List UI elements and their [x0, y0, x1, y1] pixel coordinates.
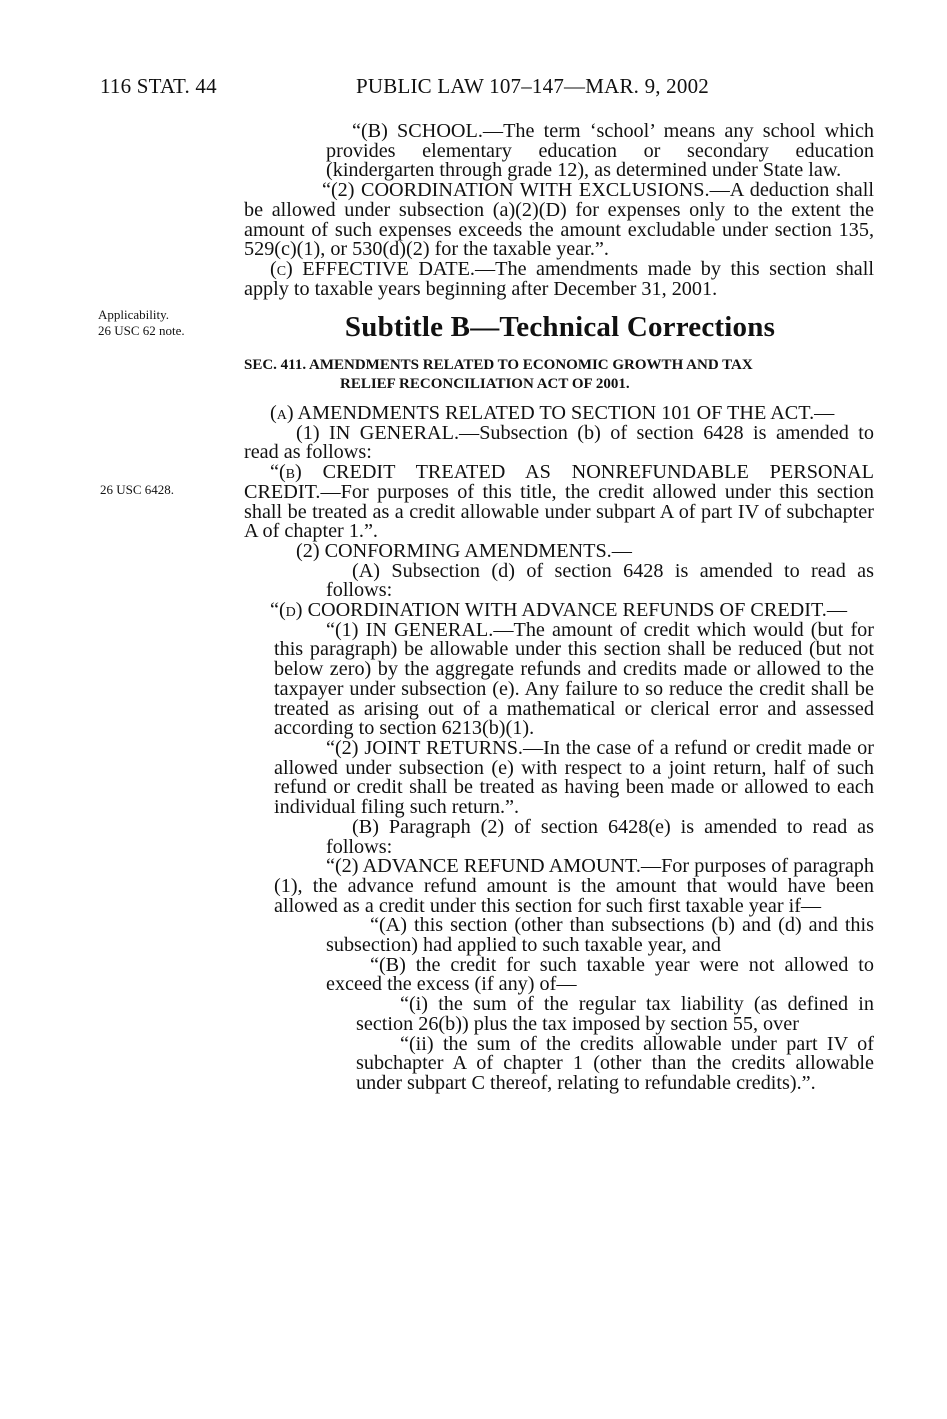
paragraph-subparagraph-a	[244, 559, 874, 602]
text-clause-b-i: “(i) the sum of the regular tax liability (as defined in section 26(b)) plus the tax imposed by section 55, over	[356, 993, 874, 1035]
paragraph-school-definition	[244, 122, 874, 181]
heading-school: “(B) SCHOOL.	[352, 120, 483, 142]
heading-amendments-101: (a) AMENDMENTS RELATED TO SECTION 101 OF THE ACT.	[270, 402, 815, 425]
paragraph-coordination-exclusions	[244, 181, 874, 260]
heading-coordination-advance: “(d) COORDINATION WITH ADVANCE REFUNDS OF CREDIT.	[270, 599, 827, 622]
margin-note-usc-6428: 26 USC 6428.	[100, 482, 175, 497]
section-heading-line-2: RELIEF RECONCILIATION ACT OF 2001.	[340, 376, 630, 393]
margin-note-label: Applicability.	[98, 307, 170, 322]
heading-joint-returns: “(2) JOINT RETURNS.	[326, 736, 523, 759]
paragraph-clause-b	[244, 953, 874, 996]
text-subparagraph-a: (A) Subsection (d) of section 6428 is amended to read as follows:	[326, 559, 874, 602]
heading-effective-date: (c) EFFECTIVE DATE.	[270, 257, 475, 280]
paragraph-credit-nonrefundable	[244, 463, 874, 542]
text-advance-refund: —For purposes of paragraph (1), the advance refund amount is the amount that would have been allowed as a credit under this section for such first taxable year if—	[274, 855, 874, 917]
paragraph-clause-b-i	[244, 995, 874, 1034]
heading-advance-refund: “(2) ADVANCE REFUND AMOUNT.	[326, 855, 641, 878]
heading-coordination: “(2) COORDINATION WITH EXCLUSIONS.	[322, 179, 710, 202]
section-heading	[244, 356, 874, 394]
paragraph-joint-returns	[244, 736, 875, 819]
subtitle-heading: Subtitle B—Technical Corrections	[344, 311, 776, 344]
paragraph-clause-b-ii	[244, 1032, 874, 1094]
text-joint-returns: —In the case of a refund or credit made or allowed under subsection (e) with respect to a joint return, half of such refund or credit shall be treated as having been made or allowed to each individual filing such return.”.	[274, 736, 875, 819]
heading-credit-nonrefundable: “(b) CREDIT TREATED AS NONREFUNDABLE PERSONAL CREDIT.	[244, 461, 874, 503]
dash: —	[611, 539, 632, 562]
dash: —	[814, 402, 835, 425]
heading-d1: “(1) IN GENERAL.	[326, 618, 494, 641]
paragraph-subparagraph-b	[244, 815, 874, 858]
section-heading-line-1: SEC. 411. AMENDMENTS RELATED TO ECONOMIC GROWTH AND TAX	[244, 357, 753, 374]
body-text	[244, 122, 874, 1094]
text-coordination: —A deduction shall be allowed under subsection (a)(2)(D) for expenses only to the extent the amount of such expenses exceeds the amount excludable under section 135, 529(c)(1), or 530(d)(2) for the taxable year.”.	[244, 179, 874, 261]
paragraph-advance-refund-amount	[244, 857, 874, 916]
page-stat-number: 116 STAT. 44	[100, 74, 217, 98]
heading-conforming: (2) CONFORMING AMENDMENTS.	[296, 539, 612, 562]
text-d1: —The amount of credit which would (but for this paragraph) be allowable under this section shall be reduced (but not below zero) by the aggregate refunds and credits made or allowed to the taxpayer under subsection (e). Any failure to so reduce the credit shall be treated as arising out of a mathematical or clerical error and assessed according to section 6213(b)(1).	[274, 618, 874, 740]
text-school: —The term ‘school’ means any school which provides elementary education or secondary education (kindergarten through grade 12), as determined under State law.	[326, 120, 874, 182]
paragraph-in-general-1	[244, 421, 874, 464]
margin-note-applicability	[98, 307, 185, 339]
heading-in-general: (1) IN GENERAL.	[296, 421, 460, 444]
paragraph-d1-in-general	[244, 618, 874, 740]
text-in-general: —Subsection (b) of section 6428 is amended to read as follows:	[244, 421, 874, 464]
paragraph-effective-date	[244, 257, 874, 300]
text-clause-b-ii: “(ii) the sum of the credits allowable under part IV of subchapter A of chapter 1 (other than the credits allowable under subpart C thereof, relating to refundable credits).”.	[356, 1032, 874, 1094]
dash: —	[826, 599, 848, 622]
paragraph-clause-a	[244, 916, 874, 955]
text-credit-nonrefundable: —For purposes of this title, the credit allowed under this section shall be treated as a credit allowable under subpart A of part IV of subchapter A of chapter 1.”.	[244, 480, 874, 543]
text-clause-b: “(B) the credit for such taxable year were not allowed to exceed the excess (if any) of—	[326, 953, 874, 996]
text-effective-date: —The amendments made by this section shall apply to taxable years beginning after December 31, 2001.	[244, 257, 874, 300]
margin-note-citation: 26 USC 62 note.	[98, 323, 185, 338]
running-header: PUBLIC LAW 107–147—MAR. 9, 2002	[356, 74, 709, 98]
text-clause-a: “(A) this section (other than subsections (b) and (d) and this subsection) had applied to such taxable year, and	[326, 914, 874, 957]
text-subparagraph-b: (B) Paragraph (2) of section 6428(e) is amended to read as follows:	[326, 815, 874, 858]
